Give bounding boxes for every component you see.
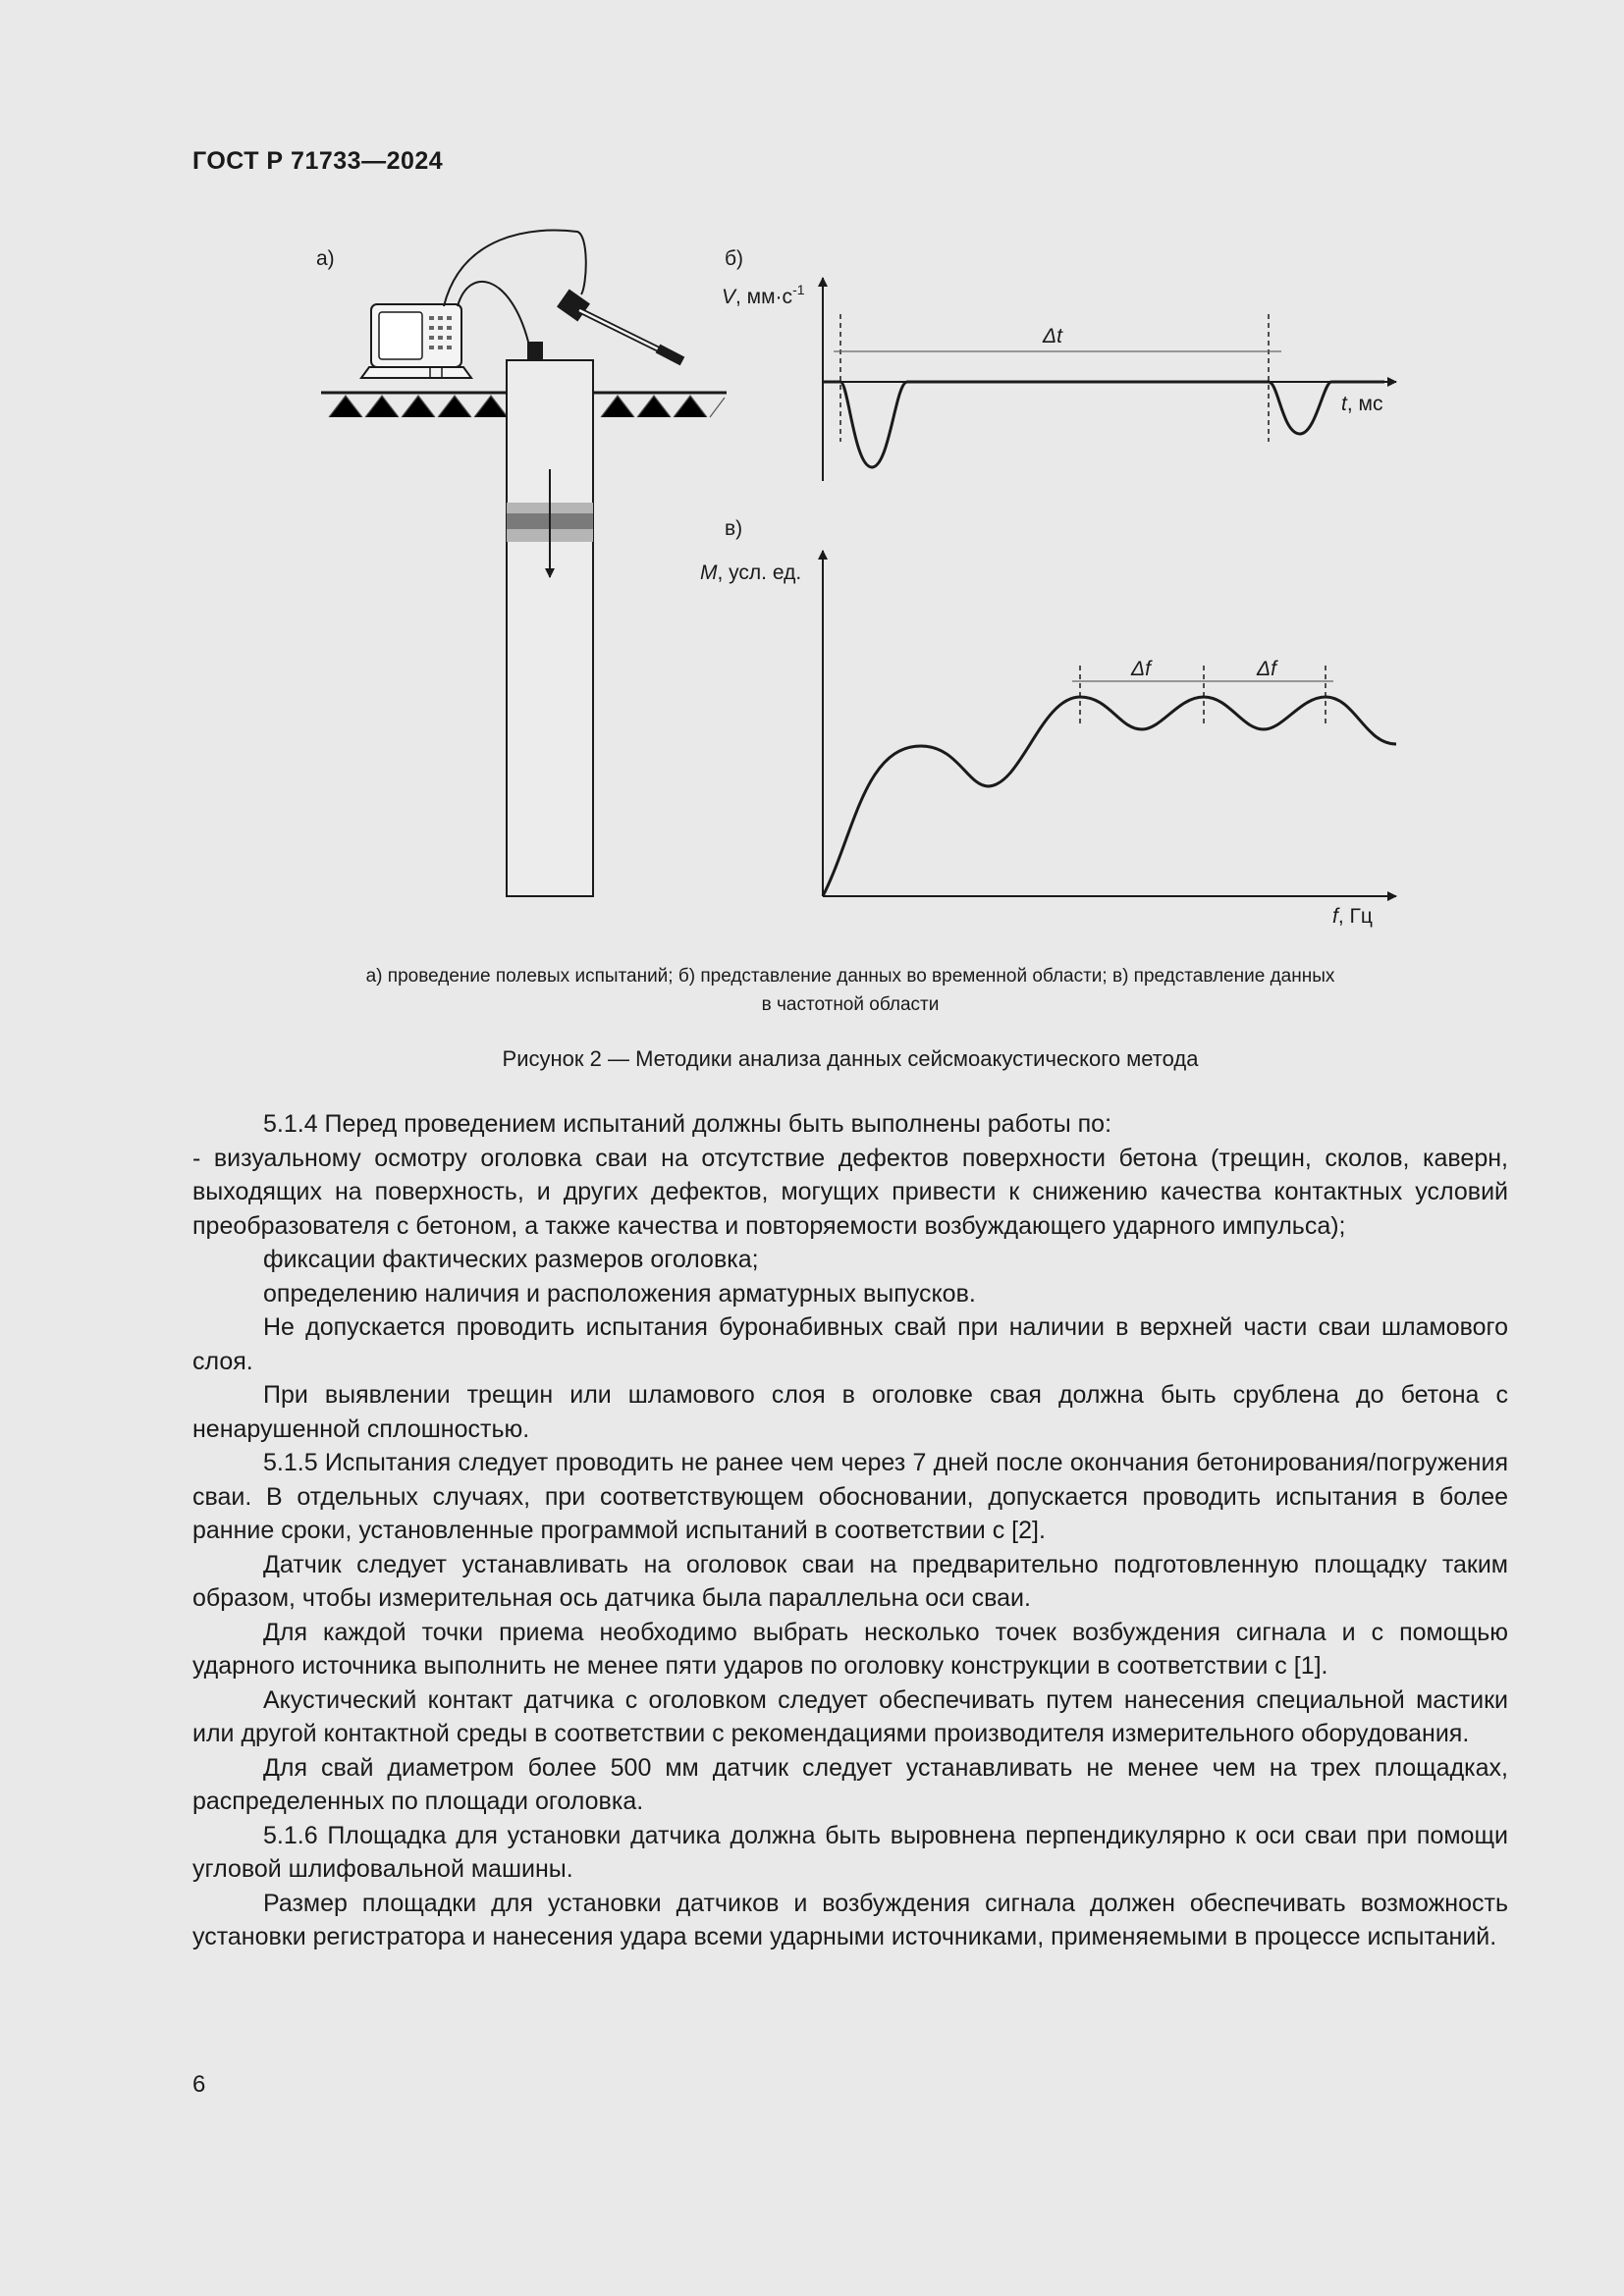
paragraph: При выявлении трещин или шламового слоя в оголовке свая должна быть срублена до бетона с ненарушенной сплошностью. — [192, 1381, 1508, 1443]
chart-v-xlabel-var: f — [1332, 905, 1338, 928]
pile — [507, 360, 593, 896]
velocity-signal — [823, 382, 1384, 467]
chart-v-xlabel-units: , Гц — [1337, 905, 1373, 928]
chart-v-ylabel-var: M — [700, 561, 718, 584]
page-number: 6 — [192, 2071, 206, 2098]
chart-b-ylabel-exp: -1 — [792, 282, 805, 297]
figure-title: Рисунок 2 — Методики анализа данных сейсмоакустического метода — [502, 1046, 1199, 1071]
paragraph: Датчик следует устанавливать на оголовок сваи на предварительно подготовленную площадку таким образом, чтобы измерительная ось датчика была параллельна оси сваи. — [192, 1550, 1508, 1612]
paragraph: Для каждой точки приема необходимо выбрать несколько точек возбуждения сигнала и с помощью ударного источника выполнить не менее пяти ударов по оголовку конструкции в соответствии с [1]. — [192, 1618, 1508, 1680]
chart-b-xlabel-var: t — [1341, 393, 1347, 415]
delta-t-label: Δt — [1043, 325, 1062, 347]
figure-caption-line-1: а) проведение полевых испытаний; б) представление данных во временной области; в) представление данных — [365, 966, 1335, 987]
paragraph: 5.1.4 Перед проведением испытаний должны быть выполнены работы по: — [263, 1110, 1112, 1138]
sensor-cable — [458, 282, 528, 342]
chart-v-ylabel — [700, 561, 801, 584]
time-domain-chart — [722, 247, 1396, 481]
frequency-domain-chart — [700, 517, 1396, 928]
chart-b-ylabel-var: V — [722, 286, 736, 308]
chart-b-ylabel — [722, 282, 805, 308]
paragraph: Размер площадки для установки датчиков и возбуждения сигнала должен обеспечивать возможность установки регистратора и нанесения удара всеми ударными источниками, применяемыми в процессе испытаний. — [192, 1889, 1508, 1950]
body-text — [192, 1107, 1508, 1954]
panel-b-label: б) — [725, 247, 744, 270]
paragraph: 5.1.6 Площадка для установки датчика должна быть выровнена перпендикулярно к оси сваи при помощи угловой шлифовальной машины. — [192, 1821, 1508, 1883]
chart-b-ylabel-units: , мм·с — [735, 286, 793, 308]
spectrum-curve — [823, 697, 1396, 896]
hammer-cable — [444, 231, 586, 306]
chart-v-ylabel-units: , усл. ед. — [717, 561, 802, 584]
paragraph: 5.1.5 Испытания следует проводить не ранее чем через 7 дней после окончания бетонирования/погружения сваи. В отдельных случаях, при соответствующем обосновании, допускается проводить испытания в более ранние сроки, установленные программой испытаний в соответствии с [2]. — [192, 1449, 1508, 1544]
chart-b-xlabel — [1341, 393, 1382, 415]
chart-v-xlabel — [1332, 905, 1373, 928]
document-header: ГОСТ Р 71733—2024 — [192, 147, 444, 175]
paragraph: - визуальному осмотру оголовка сваи на отсутствие дефектов поверхности бетона (трещин, сколов, каверн, выходящих на поверхность, и других дефектов, могущих привести к снижению качества контактных условий преобразователя с бетоном, а также качества и повторяемости возбуждающего ударного импульса); — [192, 1144, 1508, 1240]
chart-b-xlabel-units: , мс — [1346, 393, 1383, 415]
sensor — [527, 342, 543, 360]
laptop-recorder — [361, 304, 471, 378]
figure-caption-line-2: в частотной области — [761, 994, 940, 1015]
field-test-illustration — [316, 231, 727, 896]
paragraph: фиксации фактических размеров оголовка; — [263, 1246, 759, 1273]
paragraph: Для свай диаметром более 500 мм датчик следует устанавливать не менее чем на трех площадках, распределенных по площади оголовка. — [192, 1753, 1508, 1815]
panel-v-label: в) — [725, 517, 743, 540]
impact-hammer — [557, 290, 682, 361]
panel-a-label: а) — [316, 247, 335, 270]
figure-2 — [0, 0, 1624, 982]
paragraph: Не допускается проводить испытания буронабивных свай при наличии в верхней части сваи шламового слоя. — [192, 1313, 1508, 1375]
delta-f-label-2: Δf — [1257, 658, 1276, 680]
delta-f-label-1: Δf — [1131, 658, 1151, 680]
paragraph: Акустический контакт датчика с оголовком следует обеспечивать путем нанесения специальной мастики или другой контактной среды в соответствии с рекомендациями производителя измерительного оборудования. — [192, 1685, 1508, 1747]
paragraph: определению наличия и расположения арматурных выпусков. — [263, 1279, 976, 1308]
